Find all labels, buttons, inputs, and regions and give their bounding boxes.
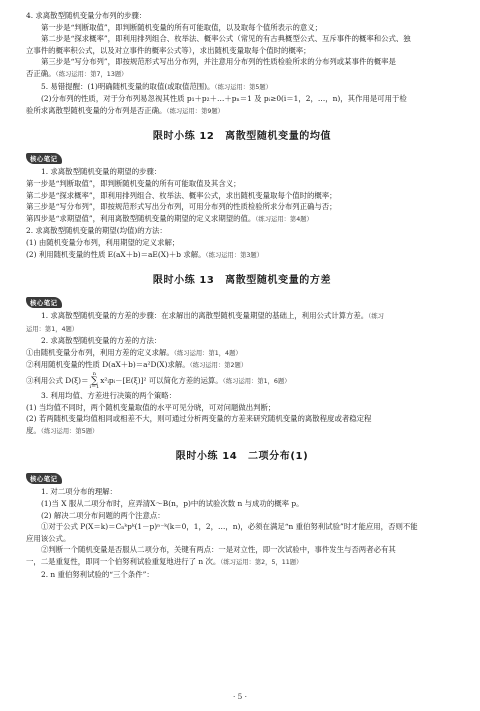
text-line: 第三步是“写分布列”，即按规范形式写出分布列，可用分布列的性质检验所求分布列正确与否；: [26, 202, 337, 212]
text-line: 第二步是“探求概率”，即利用排列组合、枚举法、概率公式，求出随机变量取每个值时的概率；: [26, 190, 337, 200]
text-line: [26, 81, 458, 94]
section-heading: [26, 124, 458, 145]
text-line: (2) 若两随机变量均值相同或相差不大，则可通过分析两变量的方差来研究随机变量的离散程度或者稳定程: [26, 414, 372, 424]
text: ③利用公式 D(ξ)＝: [26, 376, 89, 386]
practice-note: （练习运用：第4题）: [255, 215, 313, 223]
text-line: [26, 323, 458, 336]
text: 第四步是“求期望值”，利用离散型随机变量的期望的定义求期望的值。: [26, 213, 256, 223]
text: 1. 求离散型随机变量的方差的步骤：在求解出的离散型随机变量期望的基础上，利用公式计算方差。: [41, 311, 369, 321]
section-12: [26, 124, 458, 261]
text-line: [26, 359, 458, 372]
text-line: [26, 213, 458, 226]
text-line: 1. 求离散型随机变量的期望的步骤：: [41, 167, 162, 177]
text-line: (2) 解决二项分布问题的两个注意点：: [41, 510, 165, 520]
text-line: 1. 对二项分布的理解：: [41, 487, 117, 497]
text-line: (2)分布列的性质，对于分布列易忽视其性质 p₁＋p₂＋…＋pₙ＝1 及 pᵢ≥0(i＝1，2，…，n)，其作用是可用于检: [41, 94, 407, 104]
core-notes-badge: 核心笔记: [26, 153, 62, 164]
text: ②利用随机变量的性质 D(aX＋b)＝a²D(X)求解。: [26, 360, 190, 370]
section-heading: [26, 268, 458, 289]
practice-note: （练习: [368, 313, 384, 321]
practice-note: （练习运用：第3题）: [205, 251, 264, 259]
text: 一，二是重复性，即同一个伯努利试验重复地进行了 n 次。: [26, 557, 221, 566]
text: (2) 利用随机变量的性质 E(aX＋b)＝aE(X)＋b 求解。: [26, 249, 206, 259]
text-line: 2. n 重伯努利试验的“三个条件”：: [41, 569, 154, 579]
text-line: 第一步是“判断取值”，即判断随机变量的所有可能取值及其含义；: [26, 178, 241, 188]
text-line: ①对于公式 P(X＝k)＝Cₙᵏpᵏ(1－p)ⁿ⁻ᵏ(k＝0，1，2，…，n)，必须在满足“n 重伯努利试验”时才能应用，否则不能: [41, 522, 418, 532]
practice-note: （练习运用：第5题）: [214, 83, 272, 91]
sum-lower-limit: i＝1: [89, 384, 100, 391]
text-line: 应用该公式。: [26, 533, 71, 543]
text-line: 第一步是“判断取值”，即判断随机变量的所有可能取值，以及取每个值所表示的意义；: [41, 22, 323, 32]
text-line: (1)当 X 服从二项分布时，应弄清X～B(n，p)中的试验次数 n 与成功的概率 p。: [41, 499, 304, 509]
text-line: 2. 求离散型随机变量的期望(均值)的方法：: [26, 226, 167, 236]
text-line: [26, 425, 458, 438]
practice-note: （练习运用：第1，4题）: [173, 349, 242, 357]
text: x²ᵢpᵢ－[E(ξ)]² 可以简化方差的运算。: [100, 376, 223, 386]
practice-note: （练习运用：第1，6题）: [222, 378, 291, 386]
text: ①由随机变量分布列，利用方差的定义求解。: [26, 347, 174, 357]
text-line: 第二步是“探求概率”，即利用排列组合、枚举法、概率公式（常见的有古典概型公式、互斥事件的概率和公式、独: [41, 34, 411, 44]
formula-line: [26, 372, 458, 390]
section-heading: [26, 444, 458, 465]
text-line: ②判断一个随机变量是否服从二项分布，关键有两点：一是对立性，即一次试验中，事件发生与否两者必有其: [41, 545, 396, 555]
practice-note: （练习运用：第9题）: [166, 107, 224, 115]
page-number: · 5 ·: [232, 692, 248, 701]
core-notes-badge: 核心笔记: [26, 297, 62, 308]
section-title: 限时小练 14 二项分布(1): [175, 451, 309, 463]
text-line: [26, 105, 458, 118]
text: 否正确。: [26, 68, 56, 78]
text-line: 4. 求离散型随机变量分布列的步骤：: [26, 11, 147, 20]
text-line: [26, 556, 458, 569]
text-line: 立事件的概率积公式，以及对立事件的概率公式等），求出随机变量取每个值时的概率；: [26, 45, 311, 55]
text: 度。: [26, 425, 41, 435]
text-line: 3. 利用均值、方差进行决策的两个策略：: [41, 391, 177, 401]
section-title: 限时小练 12 离散型随机变量的均值: [152, 131, 332, 143]
distribution-steps-section: [26, 10, 458, 117]
section-title: 限时小练 13 离散型随机变量的方差: [152, 275, 332, 287]
text-line: [26, 68, 458, 81]
sigma-glyph: ∑: [91, 376, 98, 387]
text-line: 2. 求离散型随机变量的方差的方法：: [41, 336, 162, 346]
practice-note: （练习运用：第2题）: [189, 362, 248, 370]
text: 验所求离散型随机变量的分布列是否正确。: [26, 105, 167, 115]
practice-note: 运用：第1，4题）: [26, 325, 79, 333]
text-line: 第三步是“写分布列”，即按规范形式写出分布列，并注意用分布列的性质检验所求的分布列或某事件的概率是: [41, 57, 396, 67]
practice-note: （练习运用：第5题）: [40, 427, 99, 435]
summation-symbol: [89, 372, 99, 390]
text-line: (1) 由随机变量分布列，利用期望的定义求解；: [26, 237, 180, 247]
text-line: [26, 310, 458, 323]
core-notes-badge: 核心笔记: [26, 473, 62, 484]
text-line: [26, 347, 458, 360]
text-line: [26, 249, 458, 262]
section-13: [26, 268, 458, 437]
text-line: (1) 当均值不同时，两个随机变量取值的水平可见分晓，可对问题做出判断；: [26, 402, 276, 412]
practice-note: （练习运用：第7，13题）: [55, 70, 128, 78]
sum-upper-limit: n: [92, 372, 96, 378]
section-14: [26, 444, 458, 580]
text: 5. 易错提醒：(1)明确随机变量的取值(或取值范围)。: [41, 81, 215, 91]
practice-note: （练习运用：第2，5，11题）: [220, 559, 303, 566]
